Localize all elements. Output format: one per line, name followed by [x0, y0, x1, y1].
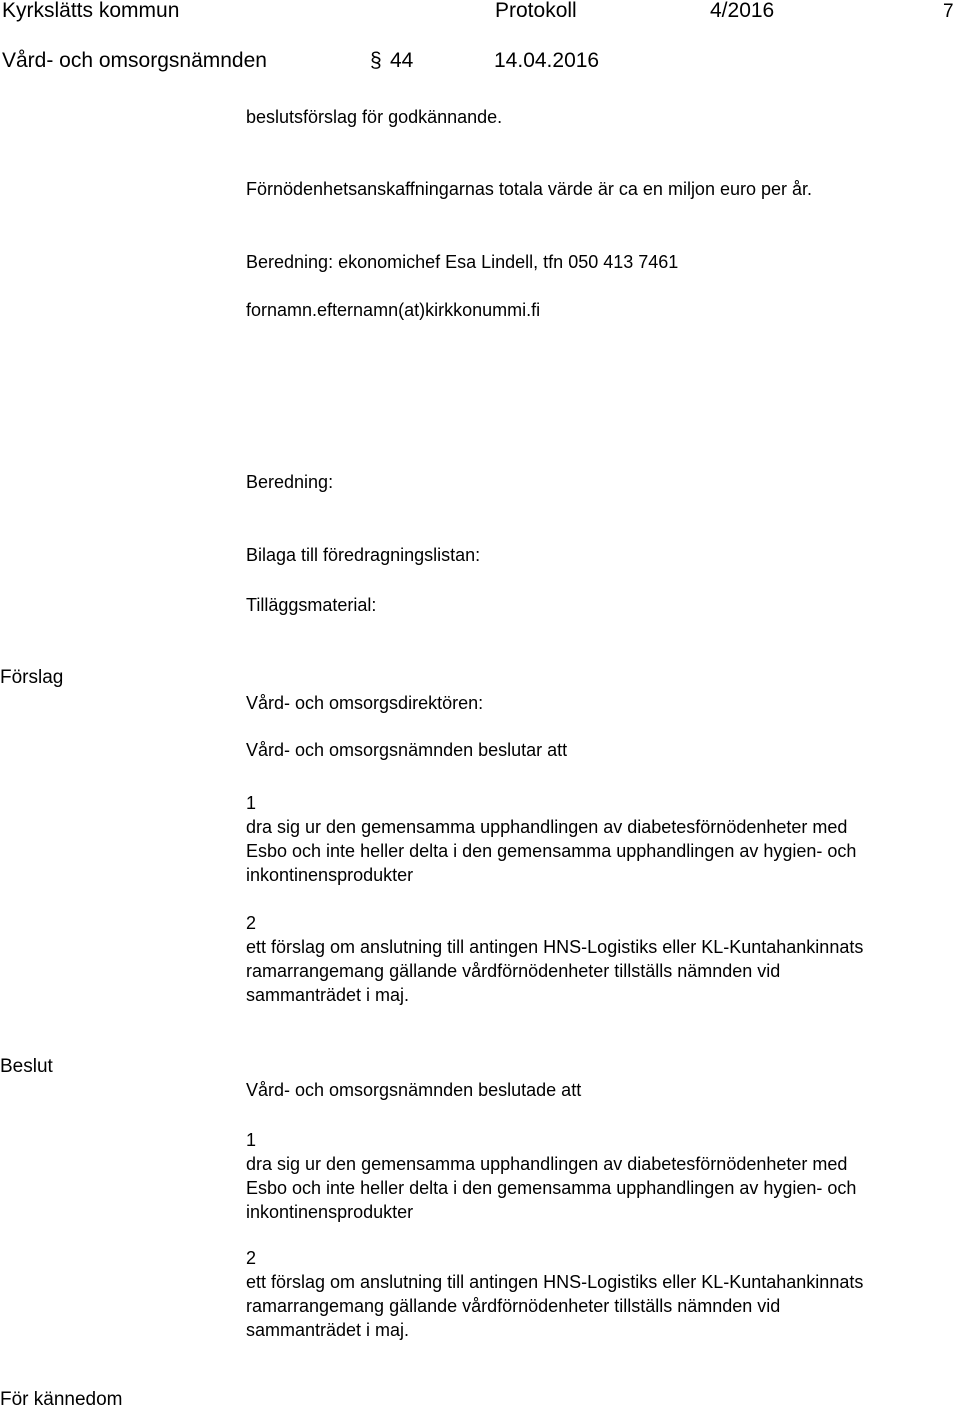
proposal-side-label: Förslag: [0, 667, 64, 688]
decision-item-2-line-2: ramarrangemang gällande vårdförnödenheter tillställs nämnden vid: [246, 1296, 781, 1316]
proposal-item-1-line-1: dra sig ur den gemensamma upphandlingen av diabetesförnödenheter med: [246, 817, 848, 837]
page-number: 7: [943, 1, 954, 22]
proposal-proposer: Vård- och omsorgsdirektören:: [246, 693, 484, 713]
decision-item-1: [246, 1128, 856, 1224]
supplement-label: Tilläggsmaterial:: [246, 595, 377, 615]
for-information-label: För kännedom: [0, 1389, 123, 1410]
decision-item-2-number: 2: [246, 1248, 257, 1268]
decision-item-1-number: 1: [246, 1130, 257, 1150]
contact-email: fornamn.efternamn(at)kirkkonummi.fi: [246, 300, 541, 320]
proposal-lead: Vård- och omsorgsnämnden beslutar att: [246, 740, 568, 760]
municipality-name: Kyrkslätts kommun: [2, 0, 180, 22]
intro-line: beslutsförslag för godkännande.: [246, 107, 503, 127]
decision-lead: Vård- och omsorgsnämnden beslutade att: [246, 1080, 582, 1100]
decision-item-2-line-1: ett förslag om anslutning till antingen HNS-Logistiks eller KL-Kuntahankinnats: [246, 1272, 864, 1292]
proposal-item-1-number: 1: [246, 793, 257, 813]
committee-name: Vård- och omsorgsnämnden: [2, 49, 267, 72]
proposal-item-2-line-3: sammanträdet i maj.: [246, 985, 410, 1005]
value-line: Förnödenhetsanskaffningarnas totala värde är ca en miljon euro per år.: [246, 179, 813, 199]
meeting-date: 14.04.2016: [494, 49, 600, 72]
document-type: Protokoll: [495, 0, 577, 22]
decision-item-1-line-1: dra sig ur den gemensamma upphandlingen av diabetesförnödenheter med: [246, 1154, 848, 1174]
proposal-item-2: [246, 911, 863, 1007]
decision-item-2-line-3: sammanträdet i maj.: [246, 1320, 410, 1340]
proposal-item-2-number: 2: [246, 913, 257, 933]
proposal-item-2-line-1: ett förslag om anslutning till antingen HNS-Logistiks eller KL-Kuntahankinnats: [246, 937, 864, 957]
document-number: 4/2016: [710, 0, 775, 22]
attachment-label: Bilaga till föredragningslistan:: [246, 545, 481, 565]
section-number: 44: [390, 49, 414, 72]
preparation-label: Beredning:: [246, 472, 334, 492]
decision-side-label: Beslut: [0, 1056, 53, 1077]
preparation-contact: Beredning: ekonomichef Esa Lindell, tfn 050 413 7461: [246, 252, 679, 272]
section-symbol: §: [370, 49, 382, 72]
proposal-item-1-line-2: Esbo och inte heller delta i den gemensamma upphandlingen av hygien- och: [246, 841, 857, 861]
decision-item-1-line-2: Esbo och inte heller delta i den gemensamma upphandlingen av hygien- och: [246, 1178, 857, 1198]
proposal-item-1: [246, 791, 856, 887]
decision-item-1-line-3: inkontinensprodukter: [246, 1202, 414, 1222]
proposal-item-2-line-2: ramarrangemang gällande vårdförnödenheter tillställs nämnden vid: [246, 961, 781, 981]
proposal-item-1-line-3: inkontinensprodukter: [246, 865, 414, 885]
decision-item-2: [246, 1246, 863, 1342]
